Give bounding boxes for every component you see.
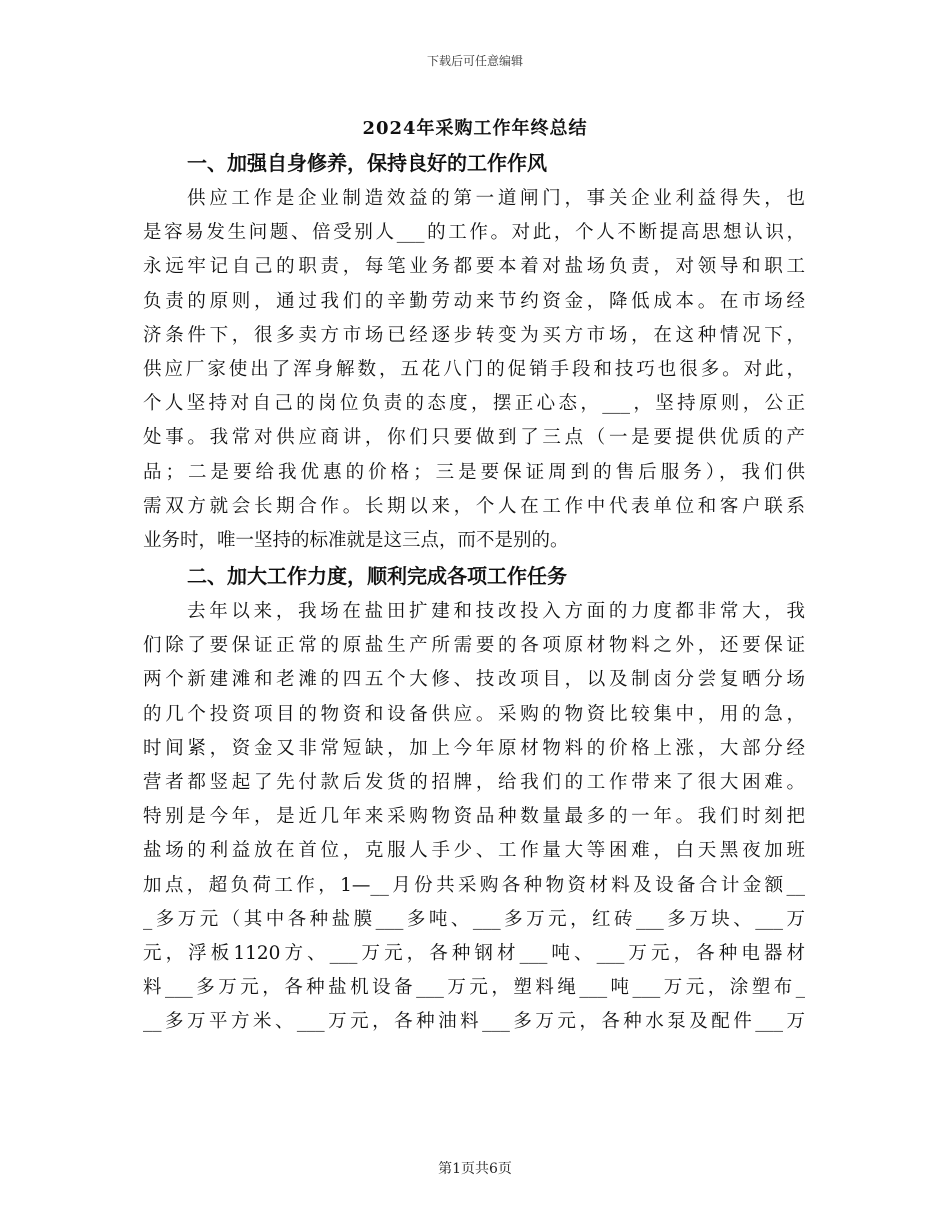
- page-footer: 第1页共6页: [438, 1161, 512, 1177]
- paragraph-line: 个人坚持对自己的岗位负责的态度，摆正心态，___，坚持原则，公正: [143, 393, 805, 415]
- paragraph-line: 需双方就会长期合作。长期以来，个人在工作中代表单位和客户联系: [143, 495, 805, 517]
- section-heading-2: 二、加大工作力度，顺利完成各项工作任务: [187, 564, 567, 589]
- paragraph-line: _多万元（其中各种盐膜___多吨、___多万元，红砖___多万块、___万: [143, 908, 805, 930]
- document-body: [143, 145, 805, 1040]
- paragraph-line: 供应厂家使出了浑身解数，五花八门的促销手段和技巧也很多。对此，: [143, 358, 805, 380]
- paragraph-line: 济条件下，很多卖方市场已经逐步转变为买方市场，在这种情况下，: [143, 324, 805, 346]
- paragraph-line: 品；二是要给我优惠的价格；三是要保证周到的售后服务），我们供: [143, 461, 805, 483]
- paragraph-line: 料___多万元，各种盐机设备___万元，塑料绳___吨___万元，涂塑布_: [143, 977, 805, 999]
- paragraph-line: 两个新建滩和老滩的四五个大修、技改项目，以及制卤分尝复晒分场: [143, 669, 805, 691]
- paragraph-line: 们除了要保证正常的原盐生产所需要的各项原材物料之外，还要保证: [143, 635, 805, 657]
- section-paragraph-1: [143, 182, 805, 558]
- section-heading-1: 一、加强自身修养，保持良好的工作作风: [187, 151, 547, 175]
- paragraph-line: 负责的原则，通过我们的辛勤劳动来节约资金，降低成本。在市场经: [143, 290, 805, 312]
- paragraph-line: 盐场的利益放在首位，克服人手少、工作量大等困难，白天黑夜加班: [143, 840, 805, 862]
- paragraph-line: 去年以来，我场在盐田扩建和技改投入方面的力度都非常大，我: [187, 601, 805, 623]
- paragraph-line: 供应工作是企业制造效益的第一道闸门，事关企业利益得失，也: [187, 188, 805, 209]
- paragraph-line: __多万平方米、___万元，各种油料___多万元，各种水泵及配件___万: [143, 1011, 805, 1033]
- paragraph-line: 营者都竖起了先付款后发货的招牌，给我们的工作带来了很大困难。: [143, 772, 805, 793]
- paragraph-line: 特别是今年，是近几年来采购物资品种数量最多的一年。我们时刻把: [143, 806, 805, 828]
- paragraph-line: 永远牢记自己的职责，每笔业务都要本着对盐场负责，对领导和职工: [143, 256, 805, 278]
- document-title: 2024年采购工作年终总结: [362, 118, 588, 139]
- paragraph-line: 处事。我常对供应商讲，你们只要做到了三点（一是要提供优质的产: [143, 427, 805, 449]
- header-note: 下载后可任意编辑: [426, 54, 523, 68]
- section-paragraph-2: [143, 595, 805, 1039]
- paragraph-line: 是容易发生问题、倍受别人___的工作。对此，个人不断提高思想认识，: [143, 222, 805, 244]
- paragraph-line: 时间紧，资金又非常短缺，加上今年原材物料的价格上涨，大部分经: [143, 737, 805, 759]
- paragraph-line: 的几个投资项目的物资和设备供应。采购的物资比较集中，用的急，: [143, 703, 805, 725]
- paragraph-line: 元，浮板1120方、___万元，各种钢材___吨、___万元，各种电器材: [143, 942, 805, 964]
- paragraph-line: 业务时，唯一坚持的标准就是这三点，而不是别的。: [143, 529, 569, 551]
- paragraph-line: 加点，超负荷工作，1—__月份共采购各种物资材料及设备合计金额__: [143, 874, 805, 896]
